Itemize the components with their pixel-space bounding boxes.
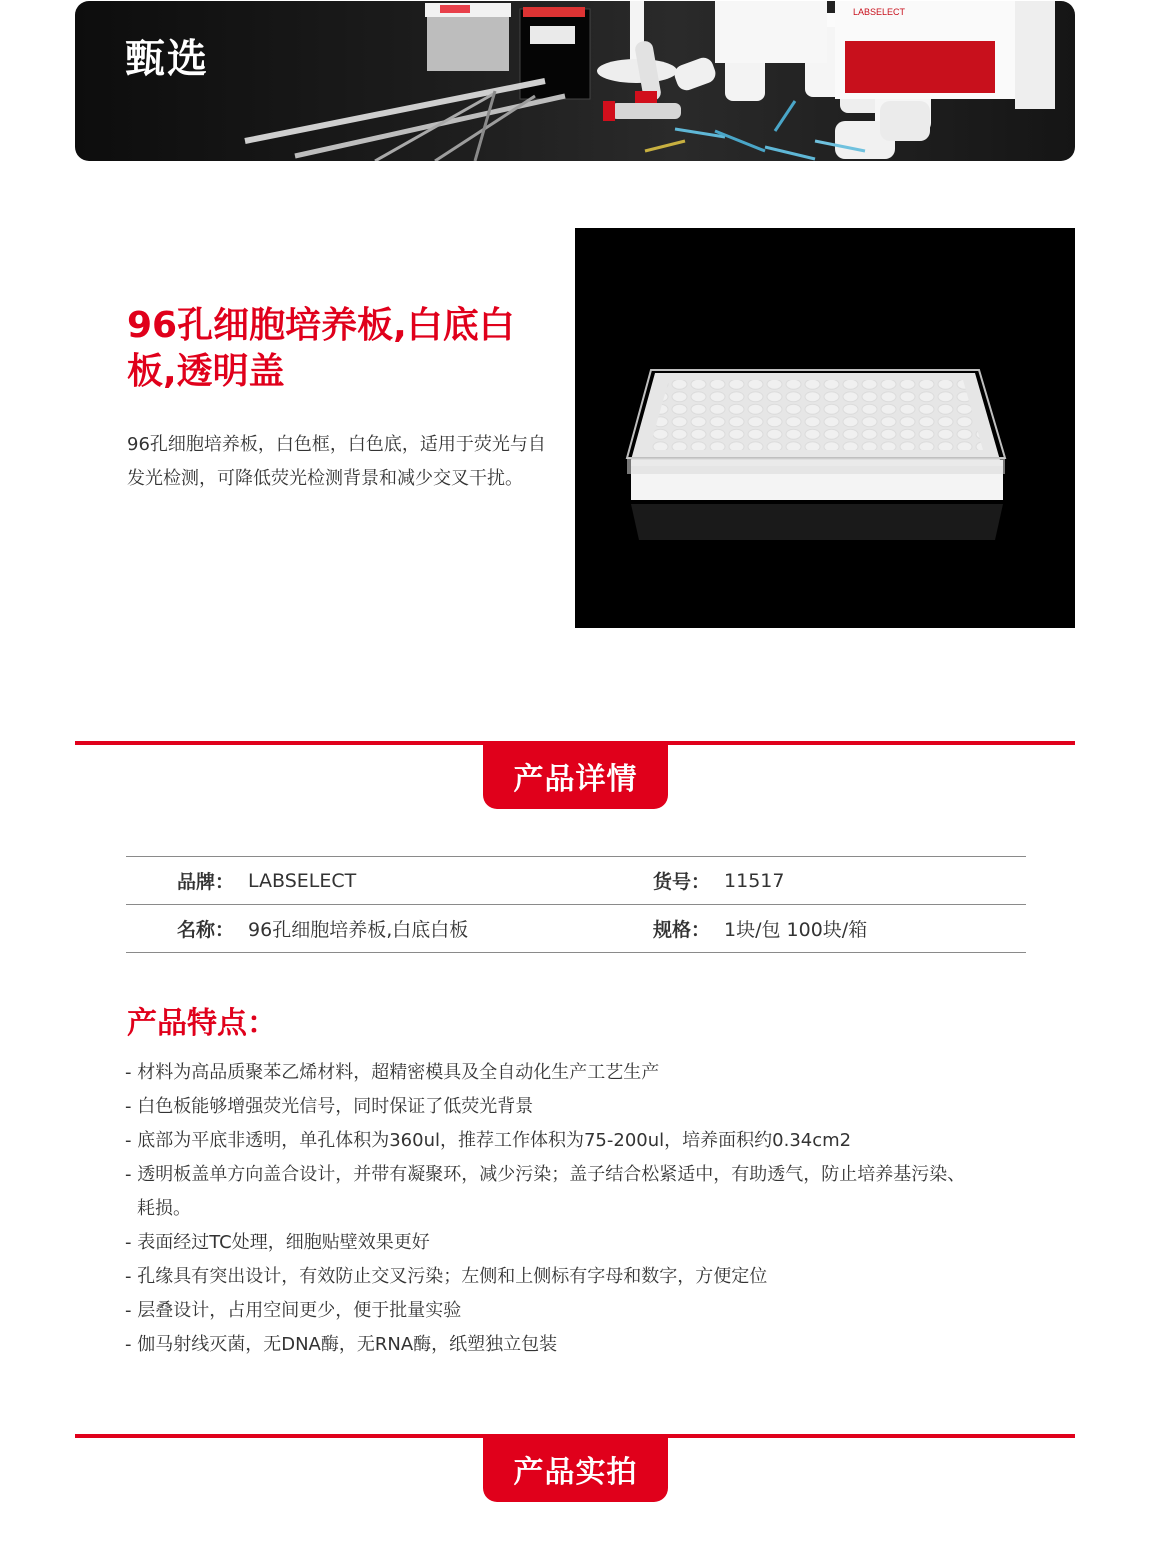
features-title: 产品特点： bbox=[127, 1006, 277, 1041]
spec-value-packaging: 1块/包 100块/箱 bbox=[724, 919, 868, 941]
feature-item: - 底部为平底非透明，单孔体积为360ul，推荐工作体积为75-200ul，培养面积约0.34cm2 bbox=[125, 1130, 852, 1151]
product-image bbox=[575, 228, 1075, 628]
spec-label-packaging: 规格： bbox=[653, 919, 711, 941]
feature-item: - 伽马射线灭菌，无DNA酶，无RNA酶，纸塑独立包装 bbox=[125, 1334, 558, 1355]
spec-table bbox=[126, 856, 1026, 953]
feature-item: - 孔缘具有突出设计，有效防止交叉污染；左侧和上侧标有字母和数字，方便定位 bbox=[125, 1266, 768, 1287]
spec-cell-packaging bbox=[653, 915, 1026, 942]
section-tab-details: 产品详情 bbox=[483, 743, 668, 809]
features-list bbox=[125, 1056, 975, 1362]
brand-logo: 甄选 bbox=[125, 36, 209, 82]
spec-cell-sku bbox=[653, 867, 1026, 894]
spec-value-brand: LABSELECT bbox=[248, 869, 357, 892]
cell-culture-plate-photo bbox=[575, 228, 1075, 628]
spec-value-sku: 11517 bbox=[724, 869, 785, 892]
spec-label-brand: 品牌： bbox=[177, 871, 235, 893]
spec-value-name: 96孔细胞培养板,白底白板 bbox=[248, 919, 469, 941]
spec-label-name: 名称： bbox=[177, 919, 235, 941]
lab-products-photo bbox=[75, 1, 1075, 161]
spec-cell-name bbox=[126, 915, 653, 942]
product-description: 96孔细胞培养板，白色框，白色底，适用于荧光与自发光检测，可降低荧光检测背景和减少交叉干扰。 bbox=[127, 434, 546, 489]
spec-row bbox=[126, 904, 1026, 953]
feature-item: - 材料为高品质聚苯乙烯材料，超精密模具及全自动化生产工艺生产 bbox=[125, 1062, 660, 1083]
spec-cell-brand bbox=[126, 867, 653, 894]
product-title: 96孔细胞培养板,白底白板,透明盖 bbox=[127, 305, 515, 392]
section-tab-photos: 产品实拍 bbox=[483, 1436, 668, 1502]
spec-label-sku: 货号： bbox=[653, 871, 711, 893]
brand-banner bbox=[75, 1, 1075, 161]
feature-item: - 透明板盖单方向盖合设计，并带有凝聚环，减少污染；盖子结合松紧适中，有助透气，防止培养基污染、耗损。 bbox=[125, 1164, 966, 1219]
spec-row bbox=[126, 856, 1026, 904]
feature-item: - 层叠设计，占用空间更少，便于批量实验 bbox=[125, 1300, 462, 1321]
svg-text:LABSELECT: LABSELECT bbox=[853, 7, 906, 17]
feature-item: - 表面经过TC处理，细胞贴壁效果更好 bbox=[125, 1232, 430, 1253]
feature-item: - 白色板能够增强荧光信号，同时保证了低荧光背景 bbox=[125, 1096, 534, 1117]
